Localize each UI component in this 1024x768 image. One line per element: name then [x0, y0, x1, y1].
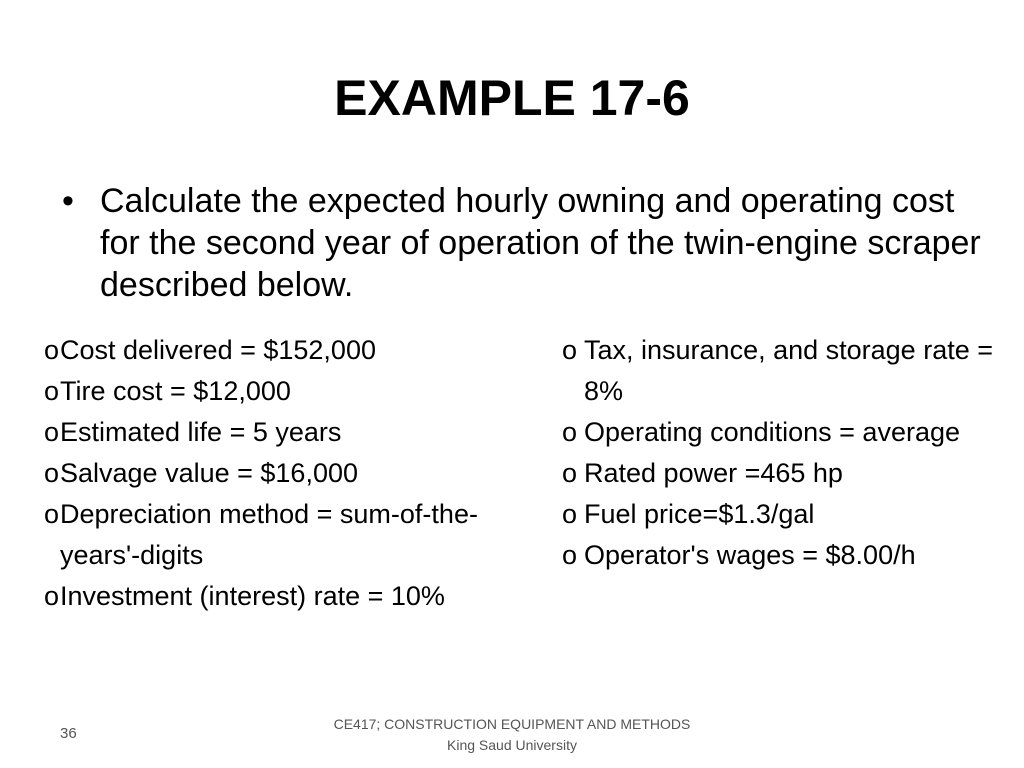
slide-footer	[262, 714, 762, 756]
list-marker: o	[44, 417, 60, 447]
list-item-text: Depreciation method = sum-of-the-years'-digits	[60, 499, 478, 570]
list-item	[44, 412, 534, 453]
list-item	[44, 453, 534, 494]
list-marker: o	[562, 458, 578, 488]
list-marker: o	[562, 335, 578, 365]
intro-text: Calculate the expected hourly owning and operating cost for the second year of operation of the twin-engine scraper described below.	[100, 182, 981, 304]
list-marker: o	[562, 540, 578, 570]
list-marker: o	[562, 417, 578, 447]
list-item	[562, 494, 1002, 535]
list-marker: o	[44, 458, 60, 488]
intro-bullet	[62, 180, 982, 306]
list-item-text: Operator's wages = $8.00/h	[584, 540, 916, 570]
list-marker: o	[44, 376, 60, 406]
list-item-text: Cost delivered = $152,000	[60, 335, 376, 365]
right-spec-list	[562, 330, 1002, 576]
list-item	[562, 412, 1002, 453]
list-item-text: Investment (interest) rate = 10%	[60, 581, 445, 611]
list-item-text: Rated power =465 hp	[584, 458, 843, 488]
list-marker: o	[44, 581, 60, 611]
footer-course: CE417; CONSTRUCTION EQUIPMENT AND METHODS	[333, 716, 691, 732]
list-item-text: Tax, insurance, and storage rate = 8%	[584, 335, 993, 406]
list-marker: o	[562, 499, 578, 529]
list-item-text: Salvage value = $16,000	[60, 458, 358, 488]
list-item	[44, 494, 534, 576]
list-marker: o	[44, 499, 60, 529]
list-item-text: Tire cost = $12,000	[60, 376, 291, 406]
left-spec-list	[44, 330, 534, 617]
list-item-text: Estimated life = 5 years	[60, 417, 342, 447]
list-item	[562, 453, 1002, 494]
list-item-text: Fuel price=$1.3/gal	[584, 499, 815, 529]
footer-university: King Saud University	[447, 737, 577, 753]
list-item	[44, 371, 534, 412]
list-item	[44, 576, 534, 617]
list-item	[562, 535, 1002, 576]
bullet-marker: •	[62, 182, 74, 220]
page-number: 36	[60, 725, 77, 742]
list-item	[562, 330, 1002, 412]
slide-title: EXAMPLE 17-6	[334, 70, 690, 126]
list-marker: o	[44, 335, 60, 365]
list-item-text: Operating conditions = average	[584, 417, 960, 447]
list-item	[44, 330, 534, 371]
